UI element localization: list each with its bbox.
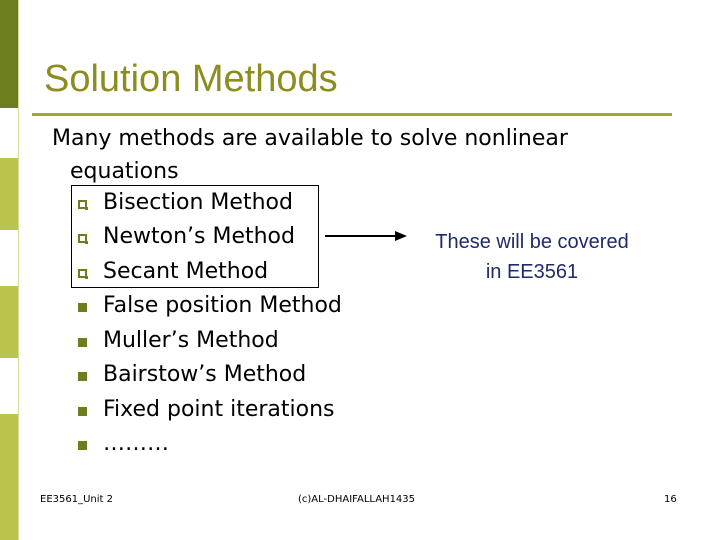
hollow-square-bullet-icon — [78, 259, 90, 284]
list-item — [78, 254, 342, 289]
list-item — [78, 427, 342, 462]
stripe-segment — [0, 108, 18, 158]
stripe-segment — [0, 230, 18, 286]
method-label: False position Method — [103, 293, 342, 319]
hollow-square-bullet-icon — [78, 190, 90, 215]
method-label: Secant Method — [103, 258, 269, 284]
method-label: Bairstow’s Method — [103, 362, 307, 388]
method-label: ……… — [103, 431, 169, 457]
square-bullet-icon — [78, 293, 90, 318]
square-bullet-icon — [78, 328, 90, 353]
method-label: Muller’s Method — [103, 327, 279, 353]
title-underline — [32, 113, 672, 116]
stripe-divider — [18, 0, 19, 540]
coverage-note — [412, 227, 652, 287]
stripe-segment — [0, 414, 18, 540]
list-item — [78, 358, 342, 393]
method-label: Fixed point iterations — [103, 396, 335, 422]
list-item — [78, 220, 342, 255]
list-item — [78, 323, 342, 358]
note-line-1: These will be covered — [435, 231, 629, 253]
methods-list — [78, 185, 342, 461]
right-arrow-icon — [325, 228, 407, 244]
list-item — [78, 185, 342, 220]
intro-text — [52, 122, 652, 188]
intro-line-2: equations — [70, 159, 179, 184]
stripe-segment — [0, 286, 18, 358]
footer-course: EE3561_Unit 2 — [40, 494, 113, 505]
method-label: Newton’s Method — [103, 224, 295, 250]
slide-title: Solution Methods — [44, 58, 338, 100]
intro-line-1: Many methods are available to solve nonlinear — [52, 126, 568, 151]
square-bullet-icon — [78, 362, 90, 387]
method-label: Bisection Method — [103, 189, 293, 215]
stripe-segment — [0, 358, 18, 414]
footer-copyright: (c)AL-DHAIFALLAH1435 — [298, 494, 416, 505]
square-bullet-icon — [78, 431, 90, 456]
footer-page-number: 16 — [664, 494, 677, 505]
list-item — [78, 289, 342, 324]
note-line-2: in EE3561 — [485, 261, 579, 283]
square-bullet-icon — [78, 397, 90, 422]
hollow-square-bullet-icon — [78, 224, 90, 249]
list-item — [78, 392, 342, 427]
stripe-segment — [0, 0, 18, 108]
stripe-segment — [0, 158, 18, 230]
